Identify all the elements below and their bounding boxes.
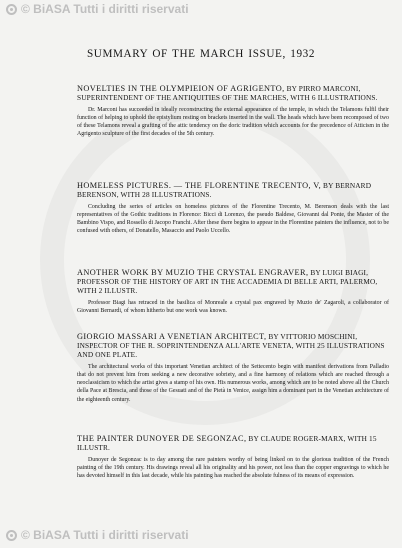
article-summary: Professor Biagi has retraced in the basilica of Monreale a crystal pax engraved by Muzio de' Zagaroli, a collaborator of Giovanni Bernardi, of whom hitherto but one work was known.: [77, 300, 389, 315]
article-summary: Dunoyer de Segonzac is to day among the rare painters worthy of being linked on to the glorious tradition of the French painting of the 19th century. His drawings reveal all his originality and his power, not less than the copper engravings to which he has devoted himself in this last decade, while his painting has reached the absolute fulness of its means of expression.: [77, 457, 389, 480]
watermark-bottom: [6, 528, 189, 542]
watermark-text: © BiASA Tutti i diritti riservati: [21, 528, 189, 542]
article-title: THE PAINTER DUNOYER DE SEGONZAC,: [77, 434, 247, 443]
article-summary: Concluding the series of articles on homeless pictures of the Florentine Trecento, M. Berenson deals with the last representatives of the Gothic traditions in Florence: Bicci di Lorenzo, the pseudo Baldese, Giovanni dal Ponte, the Master of the Bambino Vispo, and Rossello di Jacopo Franchi. After these there begins to appear in the Florentine painters the influence, not to be confused with others, of Donatello, Masaccio and Paolo Uccello.: [77, 204, 389, 235]
article-heading: [77, 332, 389, 359]
article-byline: BY PIRRO MARCONI, SUPERINTENDENT OF THE ANTIQUITIES OF THE MARCHES, WITH 6 ILLUSTRATIONS.: [77, 84, 378, 102]
article-agrigento: [77, 84, 389, 139]
article-title: GIORGIO MASSARI A VENETIAN ARCHITECT,: [77, 332, 267, 341]
page-title: SUMMARY OF THE MARCH ISSUE, 1932: [86, 48, 316, 60]
article-byline: BY LUIGI BIAGI, PROFESSOR OF THE HISTORY OF ART IN THE ACCADEMIA DI BELLE ARTI, PALERMO, WITH 2 ILLUSTR.: [77, 268, 378, 295]
article-summary: Dr. Marconi has succeeded in ideally reconstructing the external appearance of the temple, in which the Telamons fulfil their function of helping to uphold the epistylium resting on brackets inserted in the wall. The heads which have been recomposed of two of these Telamons reveal a grafting of the attic tendency on the doric tradition which accounts for the precedence of Atticism in the Agrigento sculpture of the first decades of the 5th century.: [77, 107, 389, 138]
article-byline: BY CLAUDE ROGER-MARX, WITH 15 ILLUSTR.: [77, 434, 377, 452]
watermark-text: © BiASA Tutti i diritti riservati: [21, 2, 189, 16]
biasa-logo-icon: [6, 4, 17, 15]
article-title: ANOTHER WORK BY MUZIO THE CRYSTAL ENGRAVER,: [77, 268, 309, 277]
article-massari: [77, 332, 389, 404]
article-heading: [77, 181, 389, 199]
article-byline: BY VITTORIO MOSCHINI, INSPECTOR OF THE R. SOPRINTENDENZA ALL'ARTE VENETA, WITH 25 ILLUSTRATIONS AND ONE PLATE.: [77, 332, 385, 359]
watermark-top: [6, 2, 189, 16]
article-heading: [77, 268, 389, 295]
article-byline: BY BERNARD BERENSON, WITH 28 ILLUSTRATIONS.: [77, 181, 372, 199]
article-title: HOMELESS PICTURES. — THE FLORENTINE TRECENTO, V,: [77, 181, 322, 190]
article-heading: [77, 84, 389, 102]
article-title: NOVELTIES IN THE OLYMPIEION OF AGRIGENTO,: [77, 84, 285, 93]
article-heading: [77, 434, 389, 452]
article-muzio-engraver: [77, 268, 389, 315]
article-segonzac: [77, 434, 389, 480]
biasa-logo-icon: [6, 530, 17, 541]
article-homeless-pictures: [77, 181, 389, 236]
article-summary: The architectural works of this important Venetian architect of the Settecento begin with manifest derivations from Palladio that do not prevent him from seeking a new decorative sobriety, and a fine harmony of relations which are reached through a neoclassicism to which the artist gives a stamp of his own. His numerous works, among which are to be noted above all the Church della Pace at Brescia, and those of the Gesuati and of the Pietà in Venice, assign him a dominant part in the Venetian architecture of the eighteenth century.: [77, 364, 389, 403]
